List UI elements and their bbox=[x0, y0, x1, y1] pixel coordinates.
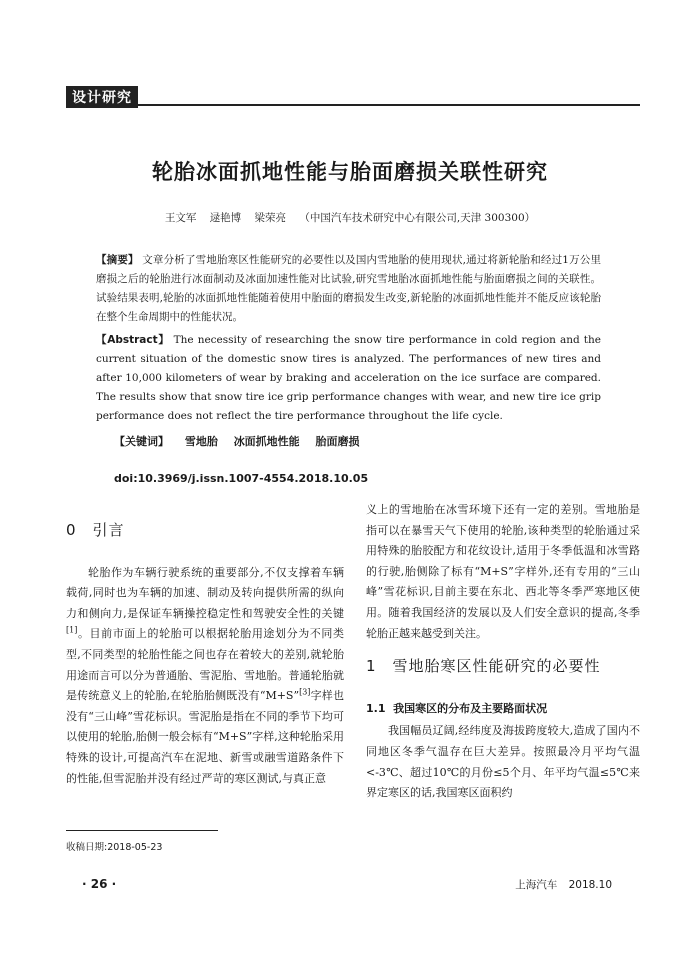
paper-title: 轮胎冰面抓地性能与胎面磨损关联性研究 bbox=[152, 160, 548, 184]
section-1-paragraph: 我国幅员辽阔,经纬度及海拔跨度较大,造成了国内不同地区冬季气温存在巨大差异。按照最冷月平均气温<-3℃、超过10℃的月份≤5个月、年平均气温≤5℃来界定寒区的话,我国寒区面积约 bbox=[366, 724, 640, 800]
section-number: 1 bbox=[366, 657, 377, 676]
keyword: 冰面抓地性能 bbox=[233, 435, 300, 448]
journal-name: 上海汽车 bbox=[515, 879, 558, 891]
section-1-heading bbox=[366, 656, 640, 677]
keyword: 胎面磨损 bbox=[315, 435, 360, 448]
section-title: 引言 bbox=[92, 521, 125, 539]
abstract-cn-label: 【摘要】 bbox=[96, 254, 139, 266]
header-rule bbox=[66, 104, 640, 106]
citation: [3] bbox=[299, 687, 311, 697]
intro-paragraph-cont: 义上的雪地胎在冰雪环境下还有一定的差别。雪地胎是指可以在暴雪天气下使用的轮胎,该种类型的轮胎通过采用特殊的胎胶配方和花纹设计,适用于冬季低温和冰雪路的行驶,胎侧除了标有“M+S”字样外,还有专用的“三山峰”雪花标识,目前主要在东北、西北等冬季严寒地区使用。随着我国经济的发展以及人们安全意识的提高,冬季轮胎正越来越受到关注。 bbox=[366, 503, 640, 640]
section-number: 0 bbox=[66, 521, 77, 539]
author-name: 逯艳博 bbox=[209, 212, 242, 224]
abstract-cn bbox=[96, 251, 601, 327]
received-date: 收稿日期:2018-05-23 bbox=[66, 842, 163, 853]
right-column bbox=[366, 500, 640, 804]
keywords-label: 【关键词】 bbox=[114, 435, 169, 448]
author-name: 王文军 bbox=[164, 212, 197, 224]
section-tag: 设计研究 bbox=[66, 86, 138, 108]
subsection-title: 我国寒区的分布及主要路面状况 bbox=[393, 701, 548, 715]
keyword: 雪地胎 bbox=[184, 435, 218, 448]
citation: [1] bbox=[66, 625, 78, 635]
subsection-number: 1.1 bbox=[366, 701, 386, 715]
doi: doi:10.3969/j.issn.1007-4554.2018.10.05 bbox=[114, 472, 369, 485]
subsection-1-1-heading bbox=[366, 699, 640, 720]
abstract-en-label: 【Abstract】 bbox=[96, 334, 170, 346]
affiliation: （中国汽车技术研究中心有限公司,天津 300300） bbox=[299, 212, 536, 224]
footnote-rule bbox=[66, 830, 218, 831]
authors-line bbox=[0, 210, 700, 225]
abstract-en bbox=[96, 331, 601, 426]
left-column bbox=[66, 516, 344, 789]
author-name: 梁荣亮 bbox=[254, 212, 287, 224]
page-number: · 26 · bbox=[82, 877, 117, 891]
section-0-heading bbox=[66, 520, 344, 541]
intro-paragraph: 轮胎作为车辆行驶系统的重要部分,不仅支撑着车辆载荷,同时也为车辆的加速、制动及转向提供所需的纵向力和侧向力,是保证车辆操控稳定性和驾驶安全性的关键[1]。目前市面上的轮胎可以根据轮胎用途划分为不同类型,不同类型的轮胎性能之间也存在着较大的差别,就轮胎用途而言可以分为普通胎、雪泥胎、雪地胎。普通轮胎就是传统意义上的轮胎,在轮胎胎侧既没有“M+S”[3]字样也没有“三山峰”雪花标识。雪泥胎是指在不同的季节下均可以使用的轮胎,胎侧一般会标有“M+S”字样,这种轮胎采用特殊的设计,可提高汽车在泥地、新雪或融雪道路条件下的性能,但雪泥胎并没有经过严苛的寒区测试,与真正意 bbox=[66, 565, 344, 785]
abstract-en-text: The necessity of researching the snow tire performance in cold region and the current situation of the domestic snow tires is analyzed. The performances of new tires and after 10,000 kilometers of wear by braking and acceleration on the ice surface are compared. The results show that snow tire ice grip performance changes with wear, and new tire ice grip performance does not reflect the tire performance throughout the life cycle. bbox=[96, 334, 601, 422]
journal-issue: 2018.10 bbox=[568, 879, 612, 891]
keywords bbox=[114, 433, 372, 449]
abstract-cn-text: 文章分析了雪地胎寒区性能研究的必要性以及国内雪地胎的使用现状,通过将新轮胎和经过1万公里磨损之后的轮胎进行冰面制动及冰面加速性能对比试验,研究雪地胎冰面抓地性能与胎面磨损之间的关联性。试验结果表明,轮胎的冰面抓地性能随着使用中胎面的磨损发生改变,新轮胎的冰面抓地性能并不能反应该轮胎在整个生命周期中的性能状况。 bbox=[96, 254, 601, 323]
section-title: 雪地胎寒区性能研究的必要性 bbox=[392, 657, 601, 676]
journal-info bbox=[507, 877, 612, 892]
